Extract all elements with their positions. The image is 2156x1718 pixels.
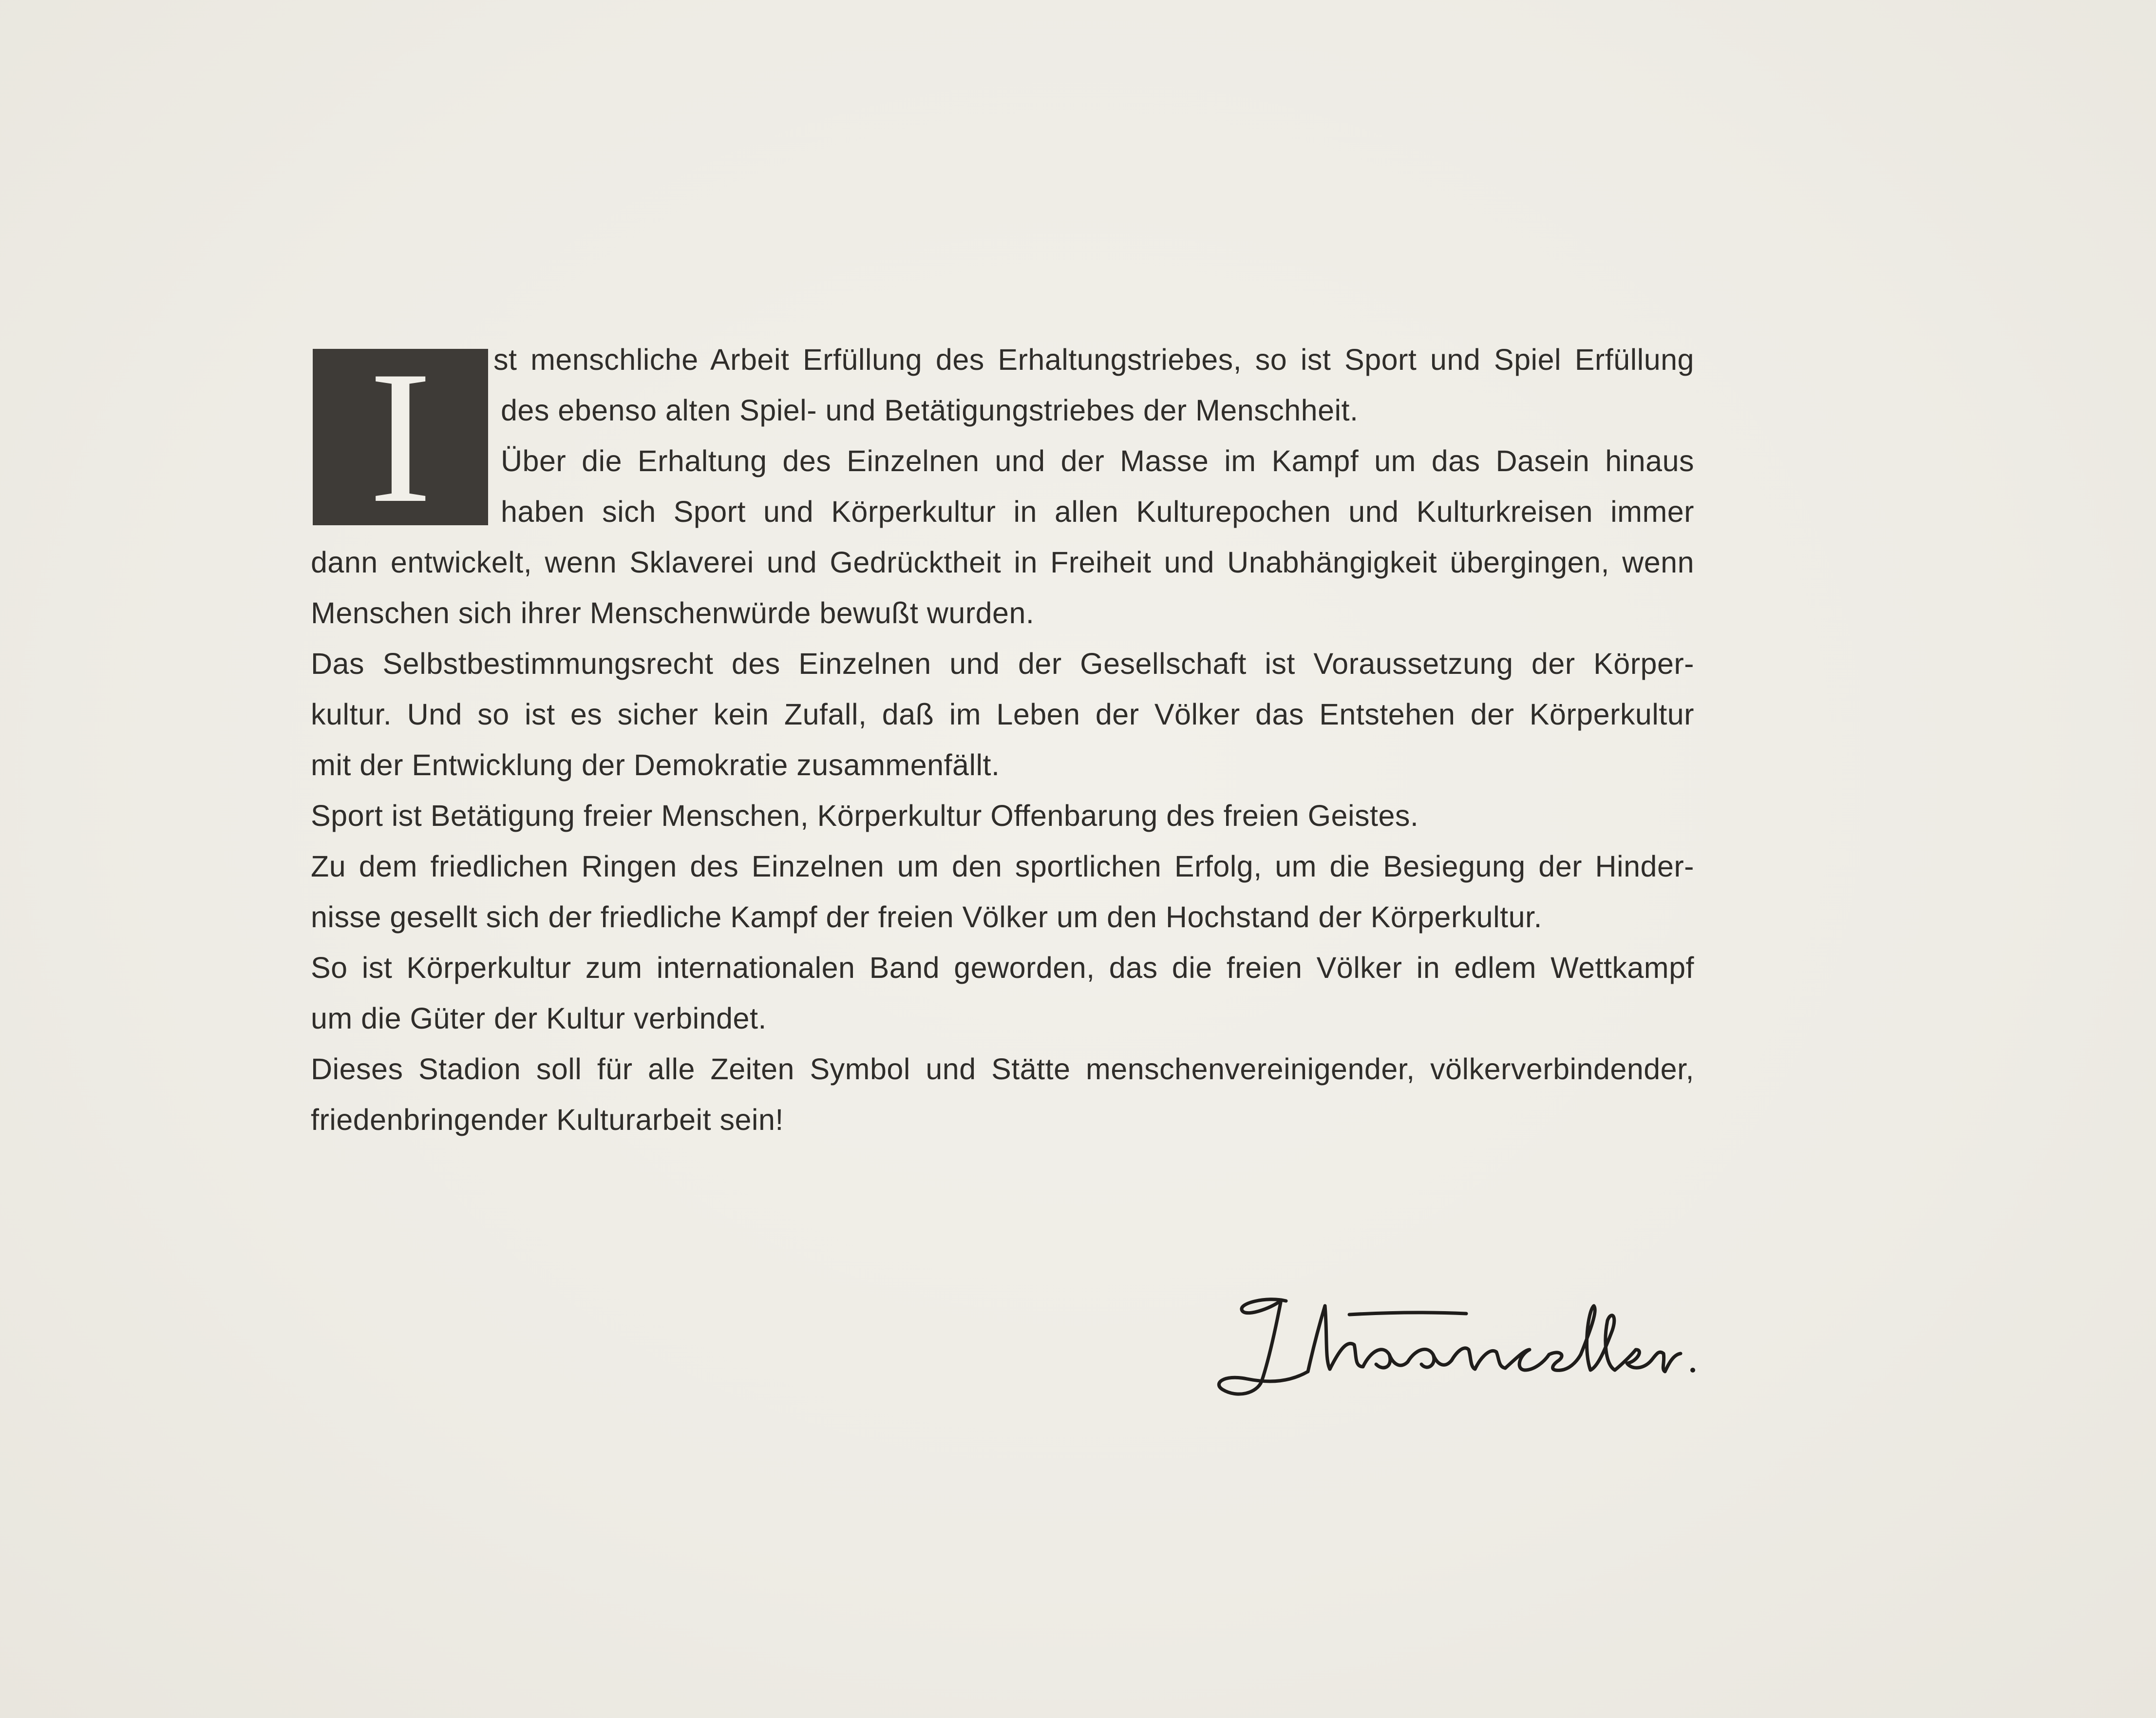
- text-line: Sport ist Betätigung freier Menschen, Körperkultur Offenbarung des freien Geistes.: [311, 799, 1419, 832]
- handwritten-signature: [1208, 1277, 1705, 1413]
- text-line: des ebenso alten Spiel- und Betätigungstriebes der Menschheit.: [501, 394, 1359, 427]
- text-line: um die Güter der Kultur verbindet.: [311, 1002, 767, 1035]
- text-line: mit der Entwicklung der Demokratie zusammenfällt.: [311, 748, 1000, 782]
- dropcap-box: [313, 332, 488, 542]
- text-line: So ist Körperkultur zum internationalen Band geworden, das die freien Völker in edlem Wettkampf: [311, 951, 1694, 984]
- text-line: Das Selbstbestimmungsrecht des Einzelnen und der Gesellschaft ist Voraussetzung der Körper-: [311, 647, 1694, 680]
- text-line: dann entwickelt, wenn Sklaverei und Gedrücktheit in Freiheit und Unabhängigkeit übergingen, wenn: [311, 546, 1694, 579]
- text-line: st menschliche Arbeit Erfüllung des Erhaltungstriebes, so ist Sport und Spiel Erfüllung: [493, 343, 1694, 376]
- text-line: nisse gesellt sich der friedliche Kampf der freien Völker um den Hochstand der Körperkultur.: [311, 900, 1542, 934]
- text-line: friedenbringender Kulturarbeit sein!: [311, 1103, 784, 1136]
- text-line: Menschen sich ihrer Menschenwürde bewußt wurden.: [311, 596, 1035, 630]
- text-line: kultur. Und so ist es sicher kein Zufall, daß im Leben der Völker das Entstehen der Körperkultur: [311, 698, 1694, 731]
- text-line: haben sich Sport und Körperkultur in allen Kulturepochen und Kulturkreisen immer: [501, 495, 1694, 528]
- text-line: Dieses Stadion soll für alle Zeiten Symbol und Stätte menschenvereinigender, völkerverbindender,: [311, 1052, 1694, 1086]
- text-line: Zu dem friedlichen Ringen des Einzelnen um den sportlichen Erfolg, um die Besiegung der Hinder-: [311, 850, 1694, 883]
- text-line: Über die Erhaltung des Einzelnen und der Masse im Kampf um das Dasein hinaus: [501, 444, 1694, 477]
- dropcap-letter: I: [369, 332, 432, 542]
